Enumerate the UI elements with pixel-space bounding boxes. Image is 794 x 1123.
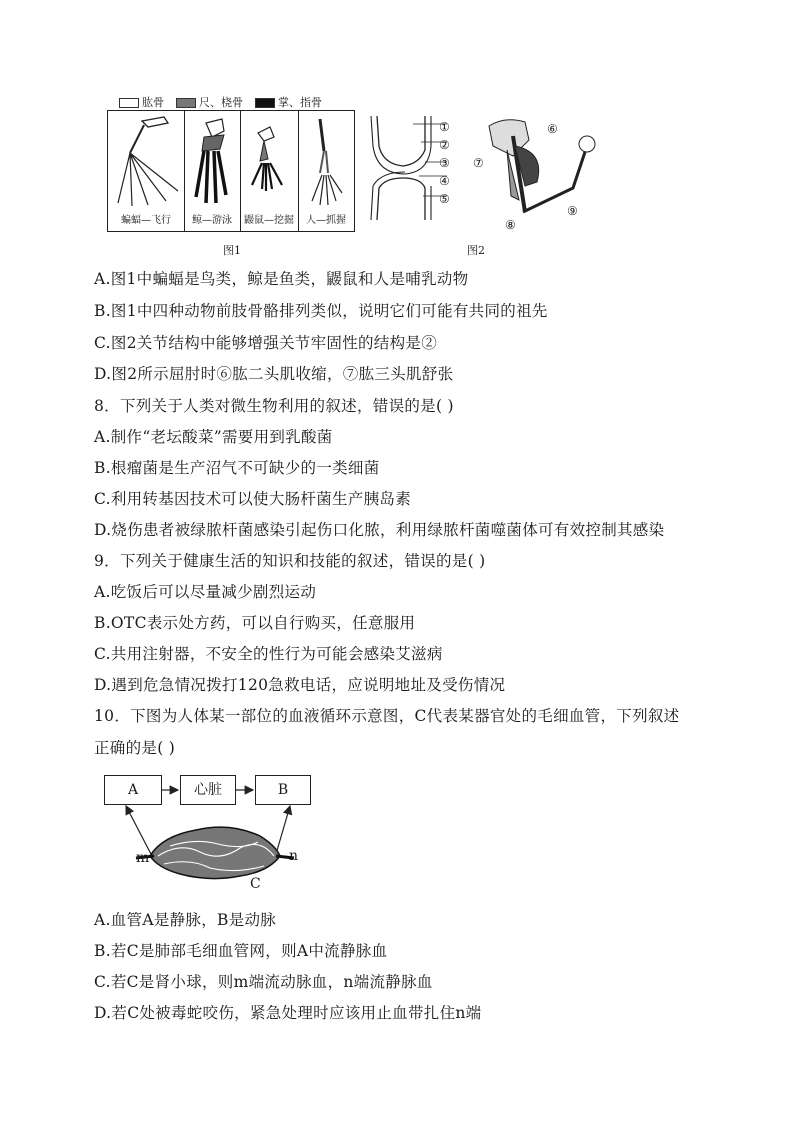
q8-stem: 8．下列关于人类对微生物利用的叙述，错误的是( ) (94, 397, 454, 415)
q9-stem: 9．下列关于健康生活的知识和技能的叙述，错误的是( ) (94, 552, 486, 570)
q7-option-a: A.图1中蝙蝠是鸟类，鲸是鱼类，鼹鼠和人是哺乳动物 (94, 270, 469, 288)
q10-option-b: B.若C是肺部毛细血管网，则A中流静脉血 (94, 942, 388, 960)
panel-bat: 蝙蝠—飞行 (108, 111, 185, 231)
q7-option-c: C.图2关节结构中能够增强关节牢固性的结构是② (94, 334, 437, 352)
q8-option-c: C.利用转基因技术可以使大肠杆菌生产胰岛素 (94, 490, 412, 508)
black-swatch-icon (255, 98, 275, 108)
figure-1-caption: 图1 (223, 244, 241, 257)
label-c: C (250, 876, 261, 892)
q9-option-a: A.吃饭后可以尽量减少剧烈运动 (94, 583, 317, 601)
bat-wing-icon (108, 111, 184, 211)
q8-option-a: A.制作“老坛酸菜”需要用到乳酸菌 (94, 428, 333, 446)
panel-whale: 鲸—游泳 (184, 111, 241, 231)
knee-labels: ① ② ③ ④ ⑤ (439, 120, 450, 206)
circulation-diagram (100, 772, 315, 894)
whale-flipper-icon (184, 111, 240, 211)
capillary-network-icon (100, 772, 315, 894)
legend-item-humerus: 肱骨 (119, 94, 164, 110)
legend-item-radius-ulna: 尺、桡骨 (176, 94, 243, 110)
figure-row (105, 92, 605, 260)
q8-option-d: D.烧伤患者被绿脓杆菌感染引起伤口化脓，利用绿脓杆菌噬菌体可有效控制其感染 (94, 521, 665, 539)
mole-forelimb-icon (240, 111, 298, 211)
arm-muscle-diagram (485, 116, 605, 226)
q10-option-a: A.血管A是静脉，B是动脉 (94, 911, 277, 929)
label-8: ⑧ (505, 218, 516, 232)
box-b: B (255, 775, 311, 805)
figure-2-caption: 图2 (467, 244, 485, 257)
q10-stem-line2: 正确的是( ) (94, 739, 176, 757)
box-a: A (104, 775, 162, 805)
q10-option-d: D.若C处被毒蛇咬伤，紧急处理时应该用止血带扎住n端 (94, 1004, 482, 1022)
gray-swatch-icon (176, 98, 196, 108)
panel-human: 人—抓握 (298, 111, 354, 231)
label-7: ⑦ (473, 156, 484, 170)
figure-1-limbs (107, 110, 355, 232)
q7-option-d: D.图2所示屈肘时⑥肱二头肌收缩，⑦肱三头肌舒张 (94, 365, 454, 383)
bone-legend (119, 94, 322, 110)
legend-item-hand-bones: 掌、指骨 (255, 94, 322, 110)
label-9: ⑨ (567, 204, 578, 218)
label-m: m (136, 850, 150, 866)
label-6: ⑥ (547, 122, 558, 136)
q9-option-d: D.遇到危急情况拨打120急救电话，应说明地址及受伤情况 (94, 676, 506, 694)
white-swatch-icon (119, 98, 139, 108)
label-n: n (289, 848, 299, 864)
q9-option-b: B.OTC表示处方药，可以自行购买，任意服用 (94, 614, 416, 632)
q9-option-c: C.共用注射器，不安全的性行为可能会感染艾滋病 (94, 645, 443, 663)
q10-option-c: C.若C是肾小球，则m端流动脉血，n端流静脉血 (94, 973, 433, 991)
q7-option-b: B.图1中四种动物前肢骨骼排列类似，说明它们可能有共同的祖先 (94, 302, 548, 320)
q10-stem-line1: 10．下图为人体某一部位的血液循环示意图，C代表某器官处的毛细血管，下列叙述 (94, 707, 680, 725)
human-arm-icon (298, 111, 354, 211)
q8-option-b: B.根瘤菌是生产沼气不可缺少的一类细菌 (94, 459, 380, 477)
box-heart: 心脏 (180, 775, 236, 805)
panel-mole: 鼹鼠—挖掘 (240, 111, 299, 231)
